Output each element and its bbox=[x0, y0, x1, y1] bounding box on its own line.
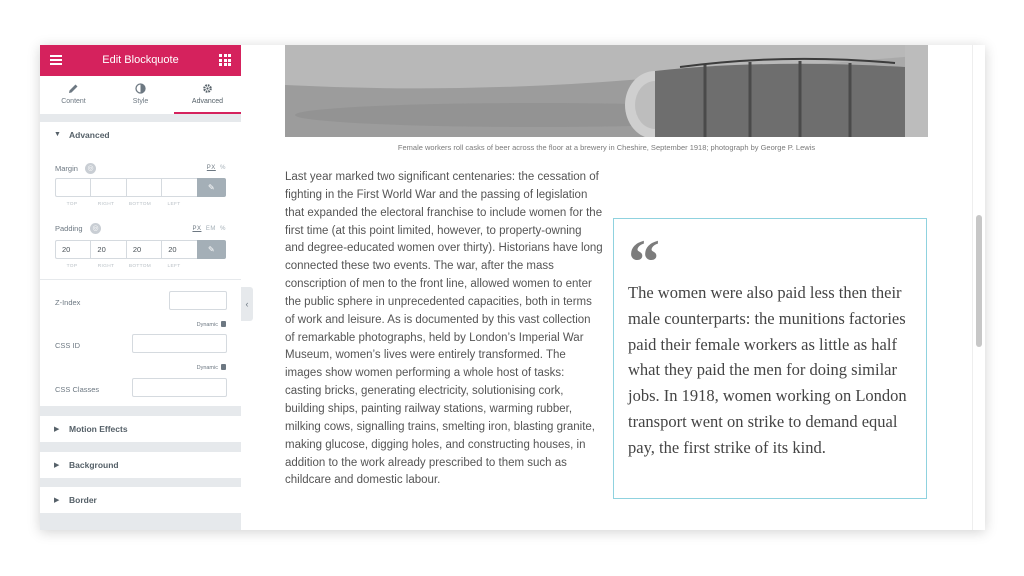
photo-caption: Female workers roll casks of beer across the floor at a brewery in Cheshire, September 1918; photograph by George P. Lewis bbox=[397, 143, 816, 152]
side-right: RIGHT bbox=[97, 264, 115, 269]
margin-left-input[interactable] bbox=[161, 178, 196, 197]
side-top: TOP bbox=[66, 264, 78, 269]
contrast-icon bbox=[107, 83, 174, 95]
section-advanced-title: Advanced bbox=[69, 130, 110, 140]
unit-px[interactable]: PX bbox=[206, 165, 216, 171]
css-id-input[interactable] bbox=[132, 334, 227, 353]
gear-icon bbox=[174, 83, 241, 95]
dynamic-label: Dynamic bbox=[196, 365, 218, 371]
section-motion-effects[interactable] bbox=[40, 416, 241, 442]
link-values-icon[interactable]: ✎ bbox=[197, 178, 226, 197]
padding-side-labels bbox=[55, 264, 192, 269]
padding-label: Padding bbox=[55, 224, 83, 233]
scrollbar-thumb[interactable] bbox=[976, 215, 982, 347]
tab-content[interactable] bbox=[40, 76, 107, 114]
padding-bottom-input[interactable]: 20 bbox=[126, 240, 161, 259]
side-right: RIGHT bbox=[97, 202, 115, 207]
unit-px[interactable]: PX bbox=[192, 226, 202, 232]
widgets-grid-icon[interactable] bbox=[219, 54, 231, 66]
scrollbar[interactable] bbox=[972, 45, 985, 530]
section-background[interactable] bbox=[40, 452, 241, 478]
padding-left-input[interactable]: 20 bbox=[161, 240, 196, 259]
panel-header bbox=[40, 45, 241, 76]
unit-percent[interactable]: % bbox=[220, 165, 226, 171]
side-left: LEFT bbox=[167, 264, 181, 269]
pencil-icon bbox=[40, 83, 107, 95]
padding-units[interactable] bbox=[192, 226, 226, 232]
tab-content-label: Content bbox=[61, 98, 86, 105]
margin-bottom-input[interactable] bbox=[126, 178, 161, 197]
section-advanced-header[interactable] bbox=[40, 122, 241, 148]
caret-down-icon: ▼ bbox=[54, 131, 61, 138]
caret-right-icon: ▶ bbox=[54, 462, 60, 469]
css-classes-input[interactable] bbox=[132, 378, 227, 397]
dynamic-label: Dynamic bbox=[196, 322, 218, 328]
z-index-input[interactable] bbox=[169, 291, 227, 310]
caret-right-icon: ▶ bbox=[54, 426, 60, 433]
section-title: Motion Effects bbox=[69, 424, 128, 434]
section-title: Border bbox=[69, 495, 97, 505]
z-index-label: Z-Index bbox=[55, 298, 81, 307]
article-text: Last year marked two significant centenaries: the cessation of fighting in the First World War and the passing of legislation that expanded the electoral franchise to include women for the first time (at this point limited, however, to property-owning and degree-educated women over thirty). Historians have long connected these two events. The war, after the mass conscription of men to the front line, allowed women to enter the public sphere in unprecedented capacities, both in terms of work and leisure. As is documented by this vast collection of remarkable photographs, held by London’s Imperial War Museum, women’s lives were entirely transformed. The images show women performing a whole host of tasks: casting bricks, generating electricity, solutionising cork, building ships, painting railway stations, warming rubber, milking cows, signalling trains, smelting iron, blasting granite, making glucose, digging holes, and constructing houses, in addition to the work already prescribed to them such as childcare and domestic labour. bbox=[285, 171, 603, 487]
archival-photo bbox=[285, 45, 928, 137]
section-border[interactable] bbox=[40, 487, 241, 513]
margin-label: Margin bbox=[55, 164, 78, 173]
editor-window bbox=[40, 45, 985, 530]
editor-panel bbox=[40, 45, 241, 530]
panel-tabs bbox=[40, 76, 241, 114]
link-values-icon[interactable]: ✎ bbox=[197, 240, 226, 259]
panel-title: Edit Blockquote bbox=[102, 54, 179, 66]
tab-advanced-label: Advanced bbox=[191, 98, 224, 105]
margin-top-input[interactable] bbox=[55, 178, 90, 197]
side-bottom: BOTTOM bbox=[128, 202, 152, 207]
unit-em[interactable]: EM bbox=[205, 226, 216, 232]
divider bbox=[40, 279, 241, 280]
unit-percent[interactable]: % bbox=[220, 226, 226, 232]
page-preview bbox=[241, 45, 985, 530]
quote-mark-icon: “ bbox=[628, 226, 656, 297]
margin-units[interactable] bbox=[207, 165, 226, 171]
padding-right-input[interactable]: 20 bbox=[90, 240, 125, 259]
blockquote-text: The women were also paid less then their male counterparts: the munitions factories paid their female workers as little as half what they paid the men for doing similar jobs. In 1918, women working on London transport went on strike to demand equal pay, the first strike of its kind. bbox=[628, 283, 907, 457]
database-icon bbox=[221, 321, 226, 327]
margin-right-input[interactable] bbox=[90, 178, 125, 197]
responsive-icon[interactable]: ◎ bbox=[85, 163, 96, 174]
caret-right-icon: ▶ bbox=[54, 497, 60, 504]
beer-cask bbox=[625, 59, 905, 137]
dynamic-tags-button[interactable] bbox=[197, 364, 226, 371]
padding-inputs bbox=[55, 240, 226, 259]
advanced-controls bbox=[40, 148, 241, 406]
css-classes-label: CSS Classes bbox=[55, 385, 100, 394]
side-bottom: BOTTOM bbox=[128, 264, 152, 269]
database-icon bbox=[221, 364, 226, 370]
side-left: LEFT bbox=[167, 202, 181, 207]
tab-advanced[interactable] bbox=[174, 76, 241, 114]
blockquote[interactable] bbox=[613, 218, 927, 499]
side-top: TOP bbox=[66, 202, 78, 207]
collapse-panel-button[interactable]: ‹ bbox=[241, 287, 253, 321]
padding-top-input[interactable]: 20 bbox=[55, 240, 90, 259]
section-title: Background bbox=[69, 460, 119, 470]
tab-style[interactable] bbox=[107, 76, 174, 114]
dynamic-tags-button[interactable] bbox=[197, 321, 226, 328]
margin-inputs bbox=[55, 178, 226, 197]
css-id-label: CSS ID bbox=[55, 341, 81, 350]
margin-side-labels bbox=[55, 202, 192, 207]
tab-style-label: Style bbox=[132, 98, 149, 105]
responsive-icon[interactable]: ◎ bbox=[90, 223, 101, 234]
